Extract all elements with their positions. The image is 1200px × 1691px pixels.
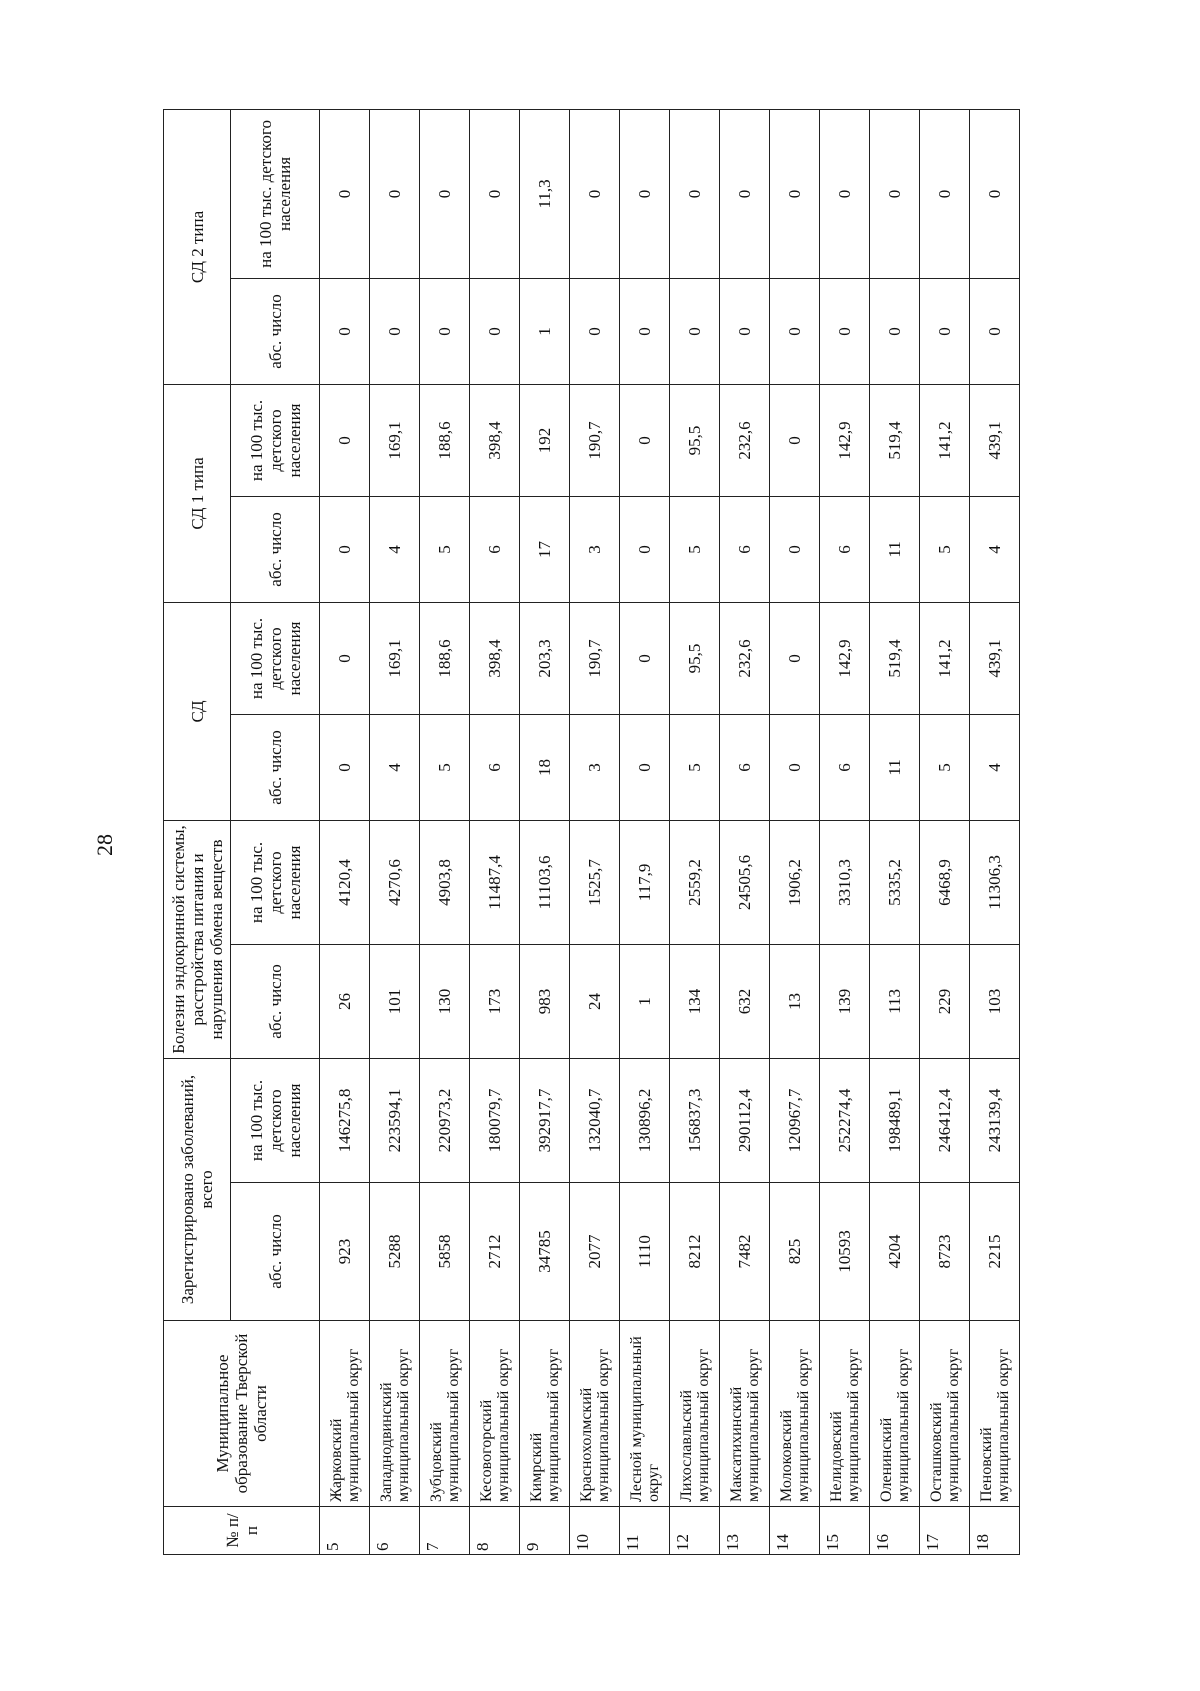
cell-endo-abs: 173 — [470, 944, 520, 1058]
table-row — [520, 109, 570, 1554]
cell-sd1-abs: 6 — [820, 496, 870, 602]
cell-sd1-abs: 5 — [420, 496, 470, 602]
cell-sd2-per: 0 — [670, 109, 720, 278]
cell-reg-per: 198489,1 — [870, 1058, 920, 1182]
cell-reg-per: 130896,2 — [620, 1058, 670, 1182]
cell-sd-per: 439,1 — [970, 602, 1020, 714]
cell-sd-per: 0 — [620, 602, 670, 714]
cell-sd1-abs: 11 — [870, 496, 920, 602]
cell-name: Нелидовский муниципальный округ — [820, 1321, 870, 1507]
cell-name: Зубцовский муниципальный округ — [420, 1321, 470, 1507]
cell-sd-abs: 18 — [520, 714, 570, 820]
cell-reg-abs: 2712 — [470, 1183, 520, 1321]
cell-endo-per: 4120,4 — [320, 820, 370, 944]
cell-sd1-per: 439,1 — [970, 384, 1020, 496]
cell-num: 11 — [620, 1507, 670, 1555]
cell-endo-abs: 26 — [320, 944, 370, 1058]
table-row — [820, 109, 870, 1554]
cell-reg-abs: 4204 — [870, 1183, 920, 1321]
header-num: № п/п — [164, 1507, 320, 1555]
cell-reg-per: 132040,7 — [570, 1058, 620, 1182]
cell-sd-abs: 11 — [870, 714, 920, 820]
cell-reg-abs: 10593 — [820, 1183, 870, 1321]
table-row — [870, 109, 920, 1554]
cell-sd2-per: 0 — [470, 109, 520, 278]
table-row — [970, 109, 1020, 1554]
cell-endo-per: 5335,2 — [870, 820, 920, 944]
cell-sd-abs: 4 — [970, 714, 1020, 820]
cell-reg-abs: 5858 — [420, 1183, 470, 1321]
cell-num: 6 — [370, 1507, 420, 1555]
cell-endo-abs: 1 — [620, 944, 670, 1058]
table-row — [770, 109, 820, 1554]
cell-sd-per: 0 — [770, 602, 820, 714]
cell-reg-per: 243139,4 — [970, 1058, 1020, 1182]
cell-sd1-abs: 17 — [520, 496, 570, 602]
cell-sd2-per: 0 — [570, 109, 620, 278]
cell-sd1-abs: 6 — [720, 496, 770, 602]
cell-name: Пеновский муниципальный округ — [970, 1321, 1020, 1507]
cell-name: Краснохолмский муниципальный округ — [570, 1321, 620, 1507]
cell-reg-per: 392917,7 — [520, 1058, 570, 1182]
cell-sd1-per: 519,4 — [870, 384, 920, 496]
cell-sd-abs: 5 — [920, 714, 970, 820]
cell-sd2-abs: 0 — [620, 278, 670, 384]
cell-reg-per: 223594,1 — [370, 1058, 420, 1182]
cell-endo-per: 11103,6 — [520, 820, 570, 944]
header-abs: абс. число — [231, 944, 320, 1058]
cell-sd2-abs: 0 — [870, 278, 920, 384]
cell-sd-abs: 4 — [370, 714, 420, 820]
cell-num: 13 — [720, 1507, 770, 1555]
cell-endo-per: 3310,3 — [820, 820, 870, 944]
cell-reg-per: 156837,3 — [670, 1058, 720, 1182]
cell-sd-per: 142,9 — [820, 602, 870, 714]
cell-endo-abs: 101 — [370, 944, 420, 1058]
cell-name: Кимрский муниципальный округ — [520, 1321, 570, 1507]
header-per-100k: на 100 тыс. детского населения — [231, 602, 320, 714]
cell-sd2-per: 0 — [320, 109, 370, 278]
table-row — [920, 109, 970, 1554]
cell-num: 15 — [820, 1507, 870, 1555]
cell-reg-per: 180079,7 — [470, 1058, 520, 1182]
table-body — [320, 109, 1020, 1554]
cell-sd-abs: 3 — [570, 714, 620, 820]
cell-sd2-per: 0 — [370, 109, 420, 278]
cell-num: 17 — [920, 1507, 970, 1555]
cell-sd2-per: 0 — [820, 109, 870, 278]
cell-name: Осташковский муниципальный округ — [920, 1321, 970, 1507]
cell-sd2-abs: 0 — [420, 278, 470, 384]
cell-sd2-per: 0 — [770, 109, 820, 278]
cell-num: 16 — [870, 1507, 920, 1555]
cell-num: 7 — [420, 1507, 470, 1555]
cell-sd-abs: 0 — [320, 714, 370, 820]
cell-endo-per: 24505,6 — [720, 820, 770, 944]
cell-endo-per: 1525,7 — [570, 820, 620, 944]
cell-num: 10 — [570, 1507, 620, 1555]
cell-reg-abs: 5288 — [370, 1183, 420, 1321]
cell-sd2-per: 0 — [870, 109, 920, 278]
cell-sd2-per: 0 — [420, 109, 470, 278]
cell-endo-abs: 139 — [820, 944, 870, 1058]
cell-reg-abs: 923 — [320, 1183, 370, 1321]
cell-sd-per: 141,2 — [920, 602, 970, 714]
cell-reg-per: 220973,2 — [420, 1058, 470, 1182]
table-row — [320, 109, 370, 1554]
cell-endo-per: 2559,2 — [670, 820, 720, 944]
cell-endo-per: 117,9 — [620, 820, 670, 944]
cell-name: Лесной муниципальный округ — [620, 1321, 670, 1507]
cell-endo-abs: 24 — [570, 944, 620, 1058]
cell-sd2-abs: 0 — [320, 278, 370, 384]
cell-endo-abs: 229 — [920, 944, 970, 1058]
cell-sd2-abs: 0 — [570, 278, 620, 384]
cell-endo-per: 6468,9 — [920, 820, 970, 944]
cell-sd1-abs: 0 — [620, 496, 670, 602]
cell-name: Оленинский муниципальный округ — [870, 1321, 920, 1507]
cell-name: Лихославльский муниципальный округ — [670, 1321, 720, 1507]
cell-sd2-abs: 0 — [670, 278, 720, 384]
cell-sd1-abs: 3 — [570, 496, 620, 602]
header-per-100k: на 100 тыс. детского населения — [231, 1058, 320, 1182]
cell-reg-abs: 2215 — [970, 1183, 1020, 1321]
table-row — [570, 109, 620, 1554]
cell-sd2-abs: 0 — [720, 278, 770, 384]
table-row — [470, 109, 520, 1554]
cell-sd2-per: 0 — [970, 109, 1020, 278]
cell-sd-abs: 5 — [670, 714, 720, 820]
cell-reg-abs: 7482 — [720, 1183, 770, 1321]
cell-endo-abs: 134 — [670, 944, 720, 1058]
cell-sd1-abs: 5 — [920, 496, 970, 602]
cell-sd-abs: 6 — [820, 714, 870, 820]
header-sd2: СД 2 типа — [164, 109, 231, 384]
cell-endo-per: 11306,3 — [970, 820, 1020, 944]
cell-sd1-per: 0 — [770, 384, 820, 496]
header-per-100k: на 100 тыс. детского населения — [231, 109, 320, 278]
cell-sd2-abs: 0 — [770, 278, 820, 384]
cell-sd-abs: 6 — [470, 714, 520, 820]
cell-num: 9 — [520, 1507, 570, 1555]
cell-sd-abs: 0 — [620, 714, 670, 820]
cell-endo-per: 11487,4 — [470, 820, 520, 944]
cell-endo-abs: 130 — [420, 944, 470, 1058]
cell-sd2-per: 11,3 — [520, 109, 570, 278]
cell-num: 8 — [470, 1507, 520, 1555]
cell-sd2-per: 0 — [920, 109, 970, 278]
cell-sd1-abs: 4 — [370, 496, 420, 602]
cell-sd1-abs: 4 — [970, 496, 1020, 602]
cell-sd1-abs: 5 — [670, 496, 720, 602]
cell-sd-per: 232,6 — [720, 602, 770, 714]
cell-name: Кесовогорский муниципальный округ — [470, 1321, 520, 1507]
cell-sd-per: 519,4 — [870, 602, 920, 714]
cell-sd-per: 188,6 — [420, 602, 470, 714]
header-abs: абс. число — [231, 714, 320, 820]
cell-num: 18 — [970, 1507, 1020, 1555]
cell-sd2-abs: 0 — [370, 278, 420, 384]
cell-sd-abs: 5 — [420, 714, 470, 820]
header-sd1: СД 1 типа — [164, 384, 231, 602]
header-abs: абс. число — [231, 1183, 320, 1321]
cell-name: Жарковский муниципальный округ — [320, 1321, 370, 1507]
cell-sd1-abs: 6 — [470, 496, 520, 602]
header-abs: абс. число — [231, 496, 320, 602]
cell-sd1-per: 0 — [620, 384, 670, 496]
cell-endo-abs: 103 — [970, 944, 1020, 1058]
cell-sd1-per: 188,6 — [420, 384, 470, 496]
header-row-1 — [164, 109, 231, 1554]
table-row — [420, 109, 470, 1554]
cell-num: 5 — [320, 1507, 370, 1555]
cell-name: Молоковский муниципальный округ — [770, 1321, 820, 1507]
cell-sd2-abs: 1 — [520, 278, 570, 384]
cell-reg-per: 252274,4 — [820, 1058, 870, 1182]
cell-name: Западнодвинский муниципальный округ — [370, 1321, 420, 1507]
cell-sd2-per: 0 — [720, 109, 770, 278]
cell-sd1-per: 169,1 — [370, 384, 420, 496]
cell-sd-per: 398,4 — [470, 602, 520, 714]
header-per-100k: на 100 тыс. детского населения — [231, 820, 320, 944]
cell-sd2-abs: 0 — [920, 278, 970, 384]
cell-reg-abs: 34785 — [520, 1183, 570, 1321]
cell-sd1-per: 192 — [520, 384, 570, 496]
table-row — [720, 109, 770, 1554]
header-sd: СД — [164, 602, 231, 820]
table-row — [620, 109, 670, 1554]
cell-endo-abs: 113 — [870, 944, 920, 1058]
cell-reg-abs: 2077 — [570, 1183, 620, 1321]
cell-sd1-per: 398,4 — [470, 384, 520, 496]
cell-sd1-per: 141,2 — [920, 384, 970, 496]
header-registered: Зарегистрировано заболеваний, всего — [164, 1058, 231, 1320]
cell-sd1-abs: 0 — [320, 496, 370, 602]
cell-sd-abs: 6 — [720, 714, 770, 820]
cell-sd-per: 0 — [320, 602, 370, 714]
cell-sd2-abs: 0 — [970, 278, 1020, 384]
cell-sd2-abs: 0 — [820, 278, 870, 384]
header-municipality: Муниципальное образование Тверской области — [164, 1321, 320, 1507]
cell-sd-per: 95,5 — [670, 602, 720, 714]
table-row — [370, 109, 420, 1554]
cell-reg-per: 120967,7 — [770, 1058, 820, 1182]
cell-endo-per: 4903,8 — [420, 820, 470, 944]
morbidity-table — [163, 109, 1020, 1555]
cell-reg-abs: 1110 — [620, 1183, 670, 1321]
cell-endo-abs: 13 — [770, 944, 820, 1058]
cell-sd1-per: 232,6 — [720, 384, 770, 496]
header-endocrine: Болезни эндокринной системы, расстройства питания и нарушения обмена веществ — [164, 820, 231, 1058]
cell-sd1-per: 0 — [320, 384, 370, 496]
page-number: 28 — [92, 834, 117, 856]
cell-sd1-per: 142,9 — [820, 384, 870, 496]
statistics-table-container — [163, 110, 1020, 1555]
cell-name: Максатихинский муниципальный округ — [720, 1321, 770, 1507]
cell-sd-abs: 0 — [770, 714, 820, 820]
cell-sd-per: 203,3 — [520, 602, 570, 714]
cell-sd-per: 169,1 — [370, 602, 420, 714]
cell-sd2-abs: 0 — [470, 278, 520, 384]
cell-reg-per: 290112,4 — [720, 1058, 770, 1182]
cell-sd2-per: 0 — [620, 109, 670, 278]
cell-reg-abs: 8723 — [920, 1183, 970, 1321]
cell-sd1-abs: 0 — [770, 496, 820, 602]
table-row — [670, 109, 720, 1554]
cell-reg-abs: 825 — [770, 1183, 820, 1321]
cell-sd1-per: 190,7 — [570, 384, 620, 496]
header-abs: абс. число — [231, 278, 320, 384]
header-per-100k: на 100 тыс. детского населения — [231, 384, 320, 496]
cell-sd1-per: 95,5 — [670, 384, 720, 496]
cell-endo-per: 1906,2 — [770, 820, 820, 944]
cell-reg-abs: 8212 — [670, 1183, 720, 1321]
cell-endo-abs: 983 — [520, 944, 570, 1058]
cell-endo-per: 4270,6 — [370, 820, 420, 944]
cell-num: 14 — [770, 1507, 820, 1555]
cell-endo-abs: 632 — [720, 944, 770, 1058]
cell-reg-per: 246412,4 — [920, 1058, 970, 1182]
cell-sd-per: 190,7 — [570, 602, 620, 714]
cell-num: 12 — [670, 1507, 720, 1555]
cell-reg-per: 146275,8 — [320, 1058, 370, 1182]
